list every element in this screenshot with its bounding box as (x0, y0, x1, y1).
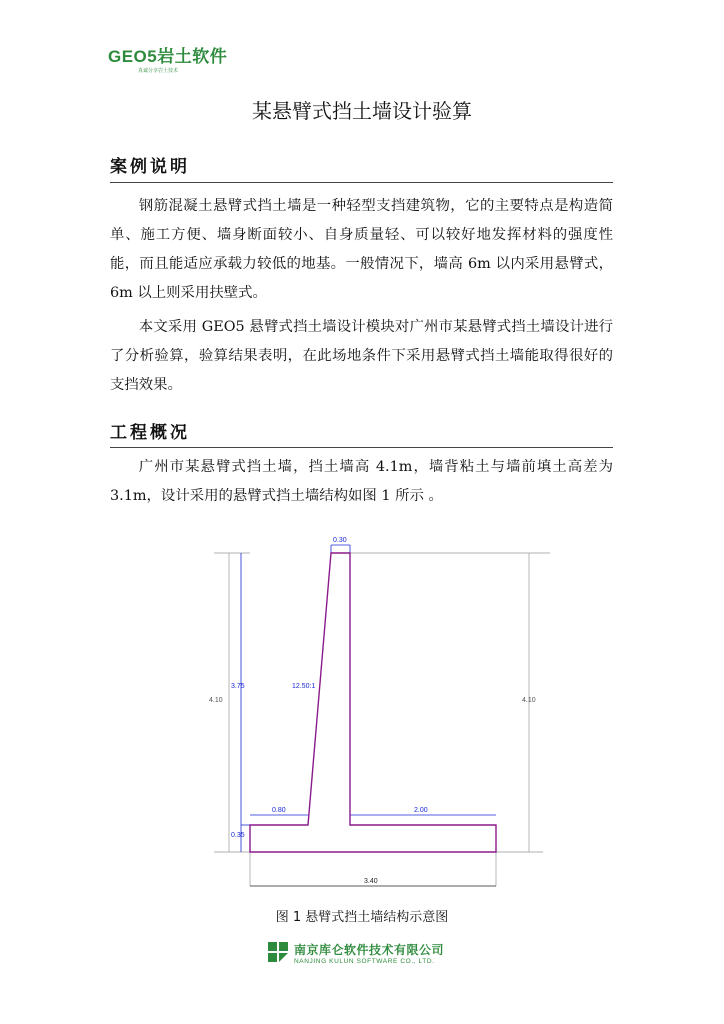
section-divider (110, 182, 613, 183)
dim-heel-length: 2.00 (414, 807, 428, 814)
company-logo (268, 940, 468, 970)
paragraph-method: 本文采用 GEO5 悬臂式挡土墙设计模块对广州市某悬臂式挡土墙设计进行了分析验算，验算结果表明，在此场地条件下采用悬臂式挡土墙能取得很好的支挡效果。 (110, 319, 613, 393)
company-logo-icon (268, 942, 290, 966)
dim-slope: 12.50:1 (292, 683, 316, 690)
company-name: 南京库仑软件技术有限公司 (294, 943, 445, 957)
company-name-en: NANJING KULUN SOFTWARE CO., LTD. (294, 958, 435, 965)
section-heading-case-description: 案例说明 (110, 157, 190, 177)
figure-caption: 图 1 悬臂式挡土墙结构示意图 (275, 910, 449, 925)
dim-base-width: 3.40 (364, 878, 378, 885)
section-divider (110, 447, 613, 448)
retaining-wall-diagram (200, 530, 560, 890)
wall-outline (250, 553, 496, 852)
geo5-logo-text: GEO5岩土软件 (108, 47, 228, 66)
dim-total-height-right: 4.10 (522, 697, 536, 704)
geo5-logo (108, 48, 238, 78)
paragraph-overview: 广州市某悬臂式挡土墙，挡土墙高 4.1m，墙背粘土与墙前填土高差为 3.1m，设计采用的悬臂式挡土墙结构如图 1 所示 。 (110, 459, 613, 504)
dim-total-height-left: 4.10 (209, 697, 223, 704)
geo5-logo-subtitle: 真诚分享岩土技术 (138, 68, 179, 74)
dim-top-width: 0.30 (333, 537, 347, 544)
section-heading-project-overview: 工程概况 (110, 423, 190, 443)
dim-base-thickness: 0.35 (231, 832, 245, 839)
dim-stem-height: 3.75 (231, 683, 245, 690)
dim-toe-length: 0.80 (272, 807, 286, 814)
page-title: 某悬臂式挡土墙设计验算 (252, 99, 472, 123)
paragraph-intro: 钢筋混凝土悬臂式挡土墙是一种轻型支挡建筑物，它的主要特点是构造简单、施工方便、墙身断面较小、自身质量轻、可以较好地发挥材料的强度性能，而且能适应承载力较低的地基。一般情况下，墙高 6m 以内采用悬臂式，6m 以上则采用扶壁式。 (110, 198, 613, 301)
